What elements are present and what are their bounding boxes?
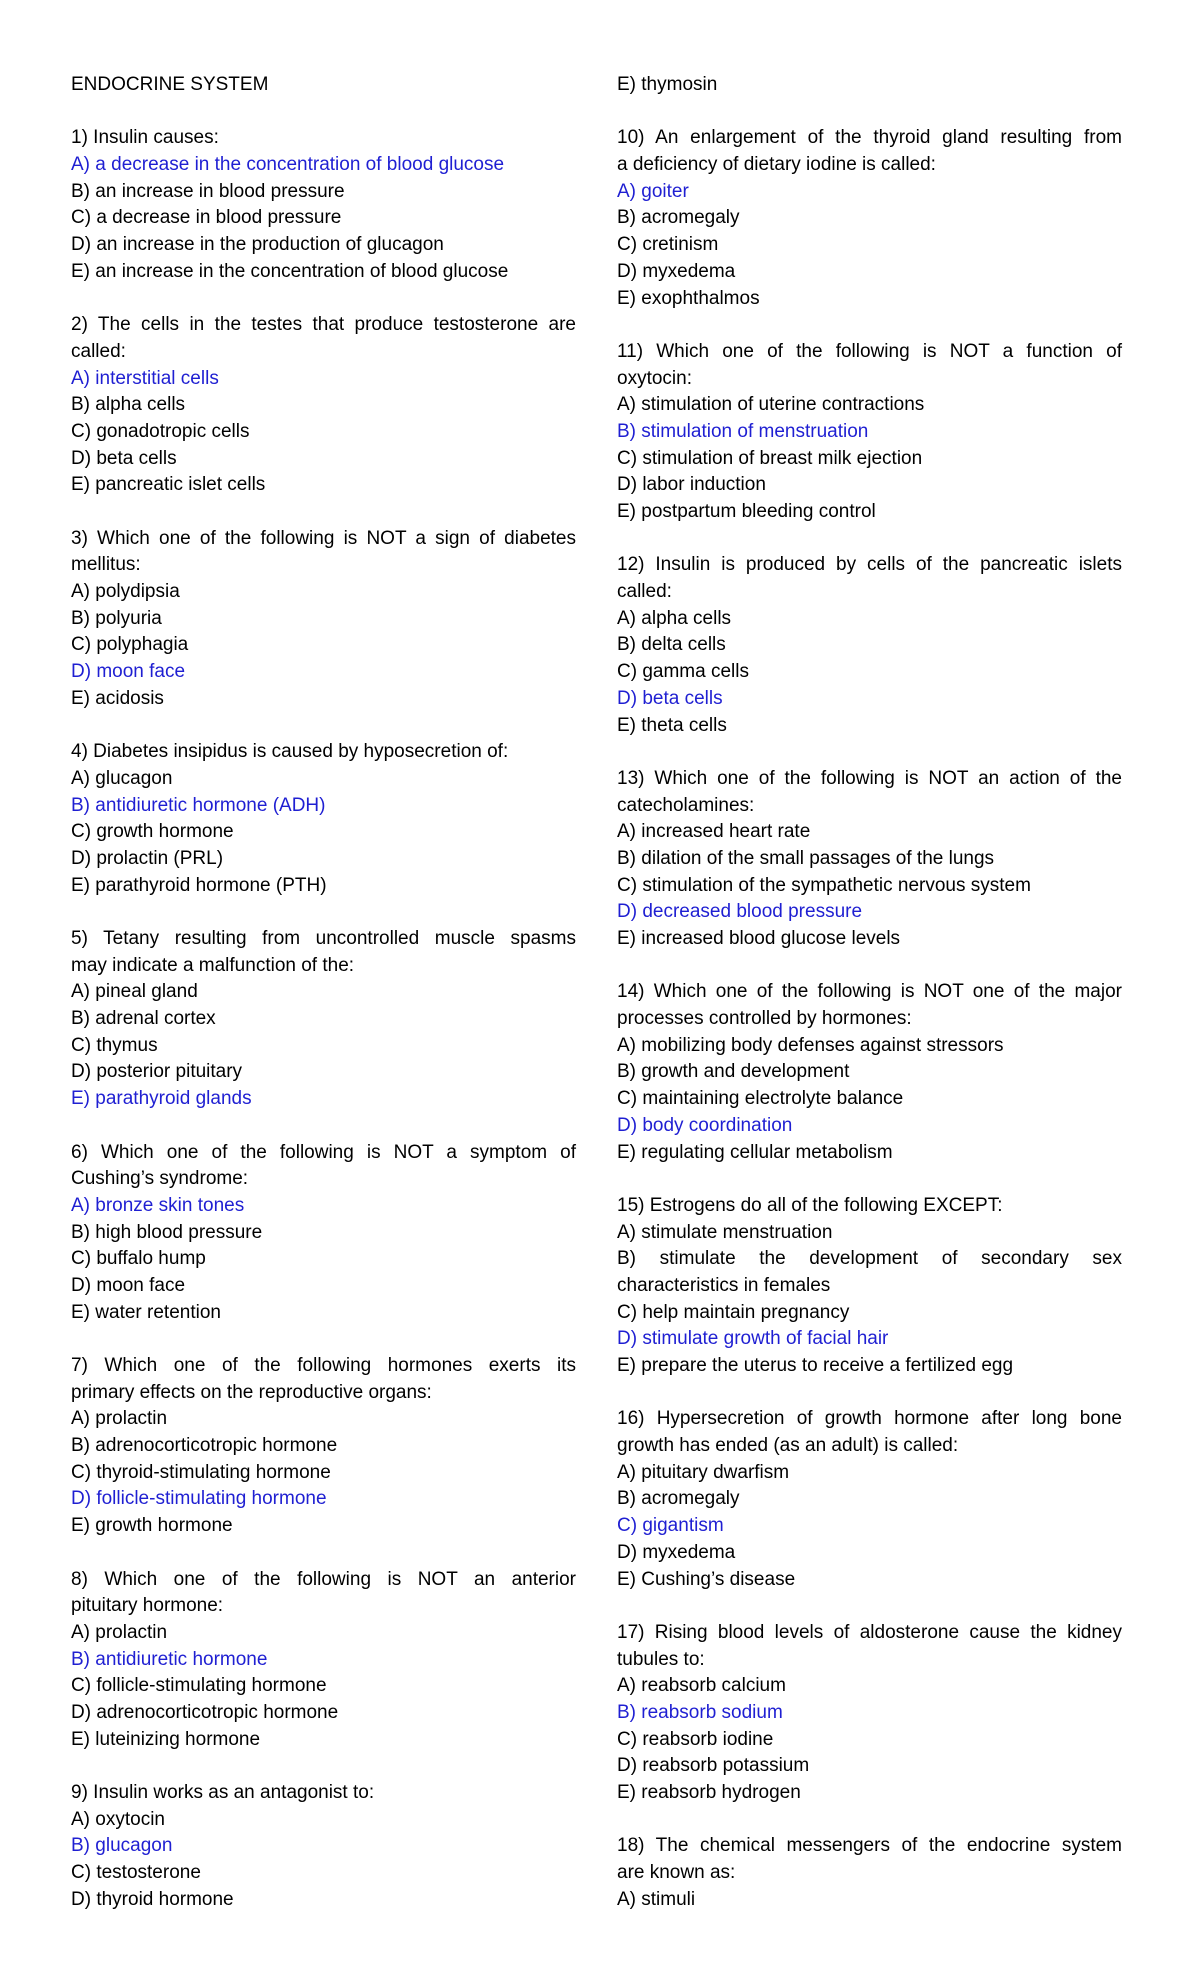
question-text: 7) Which one of the following hormones exerts its	[71, 1355, 576, 1376]
answer-option: E) prepare the uterus to receive a fertilized egg	[617, 1355, 1014, 1377]
question-block	[617, 1620, 1122, 1807]
answer-option: C) thymus	[71, 1034, 158, 1056]
answer-option: D) an increase in the production of glucagon	[71, 234, 444, 256]
question-text: 18) The chemical messengers of the endocrine system	[617, 1835, 1122, 1857]
question-block	[71, 1140, 576, 1327]
answer-option: B) antidiuretic hormone (ADH)	[71, 794, 326, 816]
answer-option: B) high blood pressure	[71, 1221, 263, 1243]
question-block	[71, 926, 576, 1113]
question-block	[71, 739, 576, 899]
right-column	[617, 72, 1122, 1913]
answer-option: E) pancreatic islet cells	[71, 474, 266, 496]
answer-option: E) regulating cellular metabolism	[617, 1141, 893, 1163]
answer-option: C) gigantism	[617, 1515, 724, 1537]
answer-option: B) reabsorb sodium	[617, 1701, 783, 1723]
answer-option: D) stimulate growth of facial hair	[617, 1328, 889, 1350]
question-block	[617, 766, 1122, 953]
answer-option: E) reabsorb hydrogen	[617, 1782, 801, 1804]
answer-option: B) antidiuretic hormone	[71, 1648, 268, 1670]
answer-option: A) prolactin	[71, 1621, 168, 1643]
question-text: 9) Insulin works as an antagonist to:	[71, 1782, 375, 1803]
question-block	[617, 1406, 1122, 1593]
question-text: are known as:	[617, 1862, 736, 1884]
answer-option: D) thyroid hormone	[71, 1888, 234, 1910]
question-text: 3) Which one of the following is NOT a sign of diabetes	[71, 527, 576, 549]
answer-option: C) gonadotropic cells	[71, 420, 250, 442]
answer-option: C) help maintain pregnancy	[617, 1301, 850, 1323]
answer-option: D) prolactin (PRL)	[71, 847, 224, 869]
answer-option: A) goiter	[617, 180, 689, 202]
answer-option: A) a decrease in the concentration of blood glucose	[71, 154, 505, 176]
answer-option: E) parathyroid glands	[71, 1088, 252, 1110]
answer-option: C) stimulation of the sympathetic nervous system	[617, 874, 1031, 896]
question-text: 14) Which one of the following is NOT one of the major	[617, 981, 1122, 1003]
answer-option: B) polyuria	[71, 607, 162, 629]
answer-option: A) prolactin	[71, 1408, 168, 1430]
answer-option: B) delta cells	[617, 634, 726, 656]
question-text: catecholamines:	[617, 794, 755, 816]
answer-option: D) myxedema	[617, 260, 736, 282]
question-text: pituitary hormone:	[71, 1595, 224, 1617]
answer-option: B) acromegaly	[617, 207, 740, 229]
question-block	[71, 1780, 576, 1913]
answer-option: C) cretinism	[617, 234, 719, 256]
answer-option: D) moon face	[71, 1274, 186, 1296]
answer-option: C) gamma cells	[617, 661, 749, 683]
question-text: Cushing’s syndrome:	[71, 1168, 249, 1190]
answer-option: A) stimulate menstruation	[617, 1221, 833, 1243]
answer-option: E) postpartum bleeding control	[617, 501, 876, 522]
answer-option: B) acromegaly	[617, 1488, 740, 1510]
question-text: oxytocin:	[617, 367, 692, 389]
question-text: 15) Estrogens do all of the following EXCEPT:	[617, 1194, 1003, 1216]
answer-option: C) follicle-stimulating hormone	[71, 1675, 327, 1697]
question-block	[71, 1353, 576, 1540]
answer-option: E) water retention	[71, 1301, 221, 1323]
answer-option: E) thymosin	[617, 74, 718, 95]
answer-option: D) reabsorb potassium	[617, 1755, 810, 1777]
question-text: a deficiency of dietary iodine is called:	[617, 154, 936, 176]
answer-option: C) a decrease in blood pressure	[71, 207, 342, 229]
question-text: 11) Which one of the following is NOT a function of	[617, 340, 1122, 362]
answer-option: C) maintaining electrolyte balance	[617, 1088, 904, 1110]
answer-option: E) an increase in the concentration of blood glucose	[71, 260, 509, 282]
answer-option: D) follicle-stimulating hormone	[71, 1488, 327, 1510]
answer-option: D) moon face	[71, 661, 186, 683]
answer-option: D) body coordination	[617, 1114, 793, 1136]
question-text: tubules to:	[617, 1648, 705, 1670]
answer-option: D) adrenocorticotropic hormone	[71, 1701, 339, 1723]
answer-option: A) pineal gland	[71, 981, 198, 1003]
question-text: 10) An enlargement of the thyroid gland resulting from	[617, 127, 1122, 149]
question-text: mellitus:	[71, 554, 141, 576]
question-text: 4) Diabetes insipidus is caused by hyposecretion of:	[71, 741, 509, 763]
answer-option: E) parathyroid hormone (PTH)	[71, 874, 327, 896]
answer-option: A) pituitary dwarfism	[617, 1461, 790, 1483]
answer-option: C) stimulation of breast milk ejection	[617, 447, 923, 469]
question-text: called:	[71, 340, 126, 362]
question-text: called:	[617, 581, 672, 603]
answer-option: B) adrenal cortex	[71, 1008, 216, 1030]
question-block	[617, 552, 1122, 739]
answer-option: D) labor induction	[617, 474, 766, 496]
answer-option: A) increased heart rate	[617, 821, 811, 843]
answer-option: A) alpha cells	[617, 607, 732, 629]
answer-option: E) exophthalmos	[617, 287, 760, 309]
answer-option: C) growth hormone	[71, 821, 234, 843]
answer-option: E) luteinizing hormone	[71, 1728, 261, 1750]
question-block	[617, 125, 1122, 312]
question-text: 13) Which one of the following is NOT an action of the	[617, 767, 1122, 789]
question-text: 16) Hypersecretion of growth hormone after long bone	[617, 1408, 1122, 1430]
answer-option: B) stimulation of menstruation	[617, 420, 869, 442]
answer-option: A) interstitial cells	[71, 367, 219, 389]
answer-option: C) testosterone	[71, 1862, 201, 1884]
question-block	[71, 125, 576, 285]
answer-option: D) myxedema	[617, 1541, 736, 1563]
answer-option: D) decreased blood pressure	[617, 901, 863, 923]
page-title: ENDOCRINE SYSTEM	[71, 74, 269, 95]
question-block	[617, 339, 1122, 526]
answer-option: E) acidosis	[71, 687, 164, 709]
question-text: may indicate a malfunction of the:	[71, 954, 355, 976]
answer-option: A) mobilizing body defenses against stressors	[617, 1034, 1004, 1056]
question-text: primary effects on the reproductive organs:	[71, 1381, 432, 1403]
answer-option: E) theta cells	[617, 714, 727, 736]
question-block	[71, 1567, 576, 1754]
question-text: 12) Insulin is produced by cells of the pancreatic islets	[617, 554, 1122, 576]
answer-option: A) stimuli	[617, 1888, 696, 1910]
question-block	[617, 1833, 1122, 1913]
answer-option: C) thyroid-stimulating hormone	[71, 1461, 331, 1483]
answer-option: E) increased blood glucose levels	[617, 928, 901, 949]
question-text: 1) Insulin causes:	[71, 127, 219, 149]
question-block	[71, 312, 576, 499]
answer-option: E) growth hormone	[71, 1515, 233, 1537]
answer-option: E) Cushing’s disease	[617, 1568, 796, 1590]
answer-option: B) adrenocorticotropic hormone	[71, 1435, 338, 1457]
answer-option: D) beta cells	[617, 687, 723, 709]
answer-option: B) stimulate the development of secondary sex characteristics in females	[617, 1248, 1122, 1296]
question-text: processes controlled by hormones:	[617, 1008, 912, 1030]
answer-option: B) dilation of the small passages of the lungs	[617, 847, 995, 869]
answer-option: A) reabsorb calcium	[617, 1675, 786, 1697]
answer-option: A) polydipsia	[71, 581, 180, 603]
answer-option: C) buffalo hump	[71, 1248, 206, 1270]
question-block	[617, 1193, 1122, 1380]
answer-option: A) oxytocin	[71, 1808, 165, 1830]
answer-option: C) polyphagia	[71, 634, 189, 656]
left-column	[71, 72, 576, 1913]
answer-option: C) reabsorb iodine	[617, 1728, 774, 1750]
answer-option: D) beta cells	[71, 447, 177, 469]
answer-option: A) bronze skin tones	[71, 1194, 245, 1216]
answer-option: A) glucagon	[71, 767, 173, 789]
answer-option: B) glucagon	[71, 1835, 173, 1857]
answer-option: B) alpha cells	[71, 394, 186, 416]
answer-option: A) stimulation of uterine contractions	[617, 394, 925, 416]
question-text: 17) Rising blood levels of aldosterone cause the kidney	[617, 1621, 1122, 1643]
question-block	[71, 526, 576, 713]
answer-option: D) posterior pituitary	[71, 1061, 243, 1083]
question-text: growth has ended (as an adult) is called:	[617, 1435, 959, 1457]
question-block	[617, 979, 1122, 1166]
answer-option: B) growth and development	[617, 1061, 850, 1083]
answer-option: B) an increase in blood pressure	[71, 180, 345, 202]
question-text: 8) Which one of the following is NOT an anterior	[71, 1568, 576, 1590]
question-text: 6) Which one of the following is NOT a symptom of	[71, 1141, 576, 1163]
question-text: 5) Tetany resulting from uncontrolled muscle spasms	[71, 928, 576, 949]
question-text: 2) The cells in the testes that produce testosterone are	[71, 314, 576, 336]
